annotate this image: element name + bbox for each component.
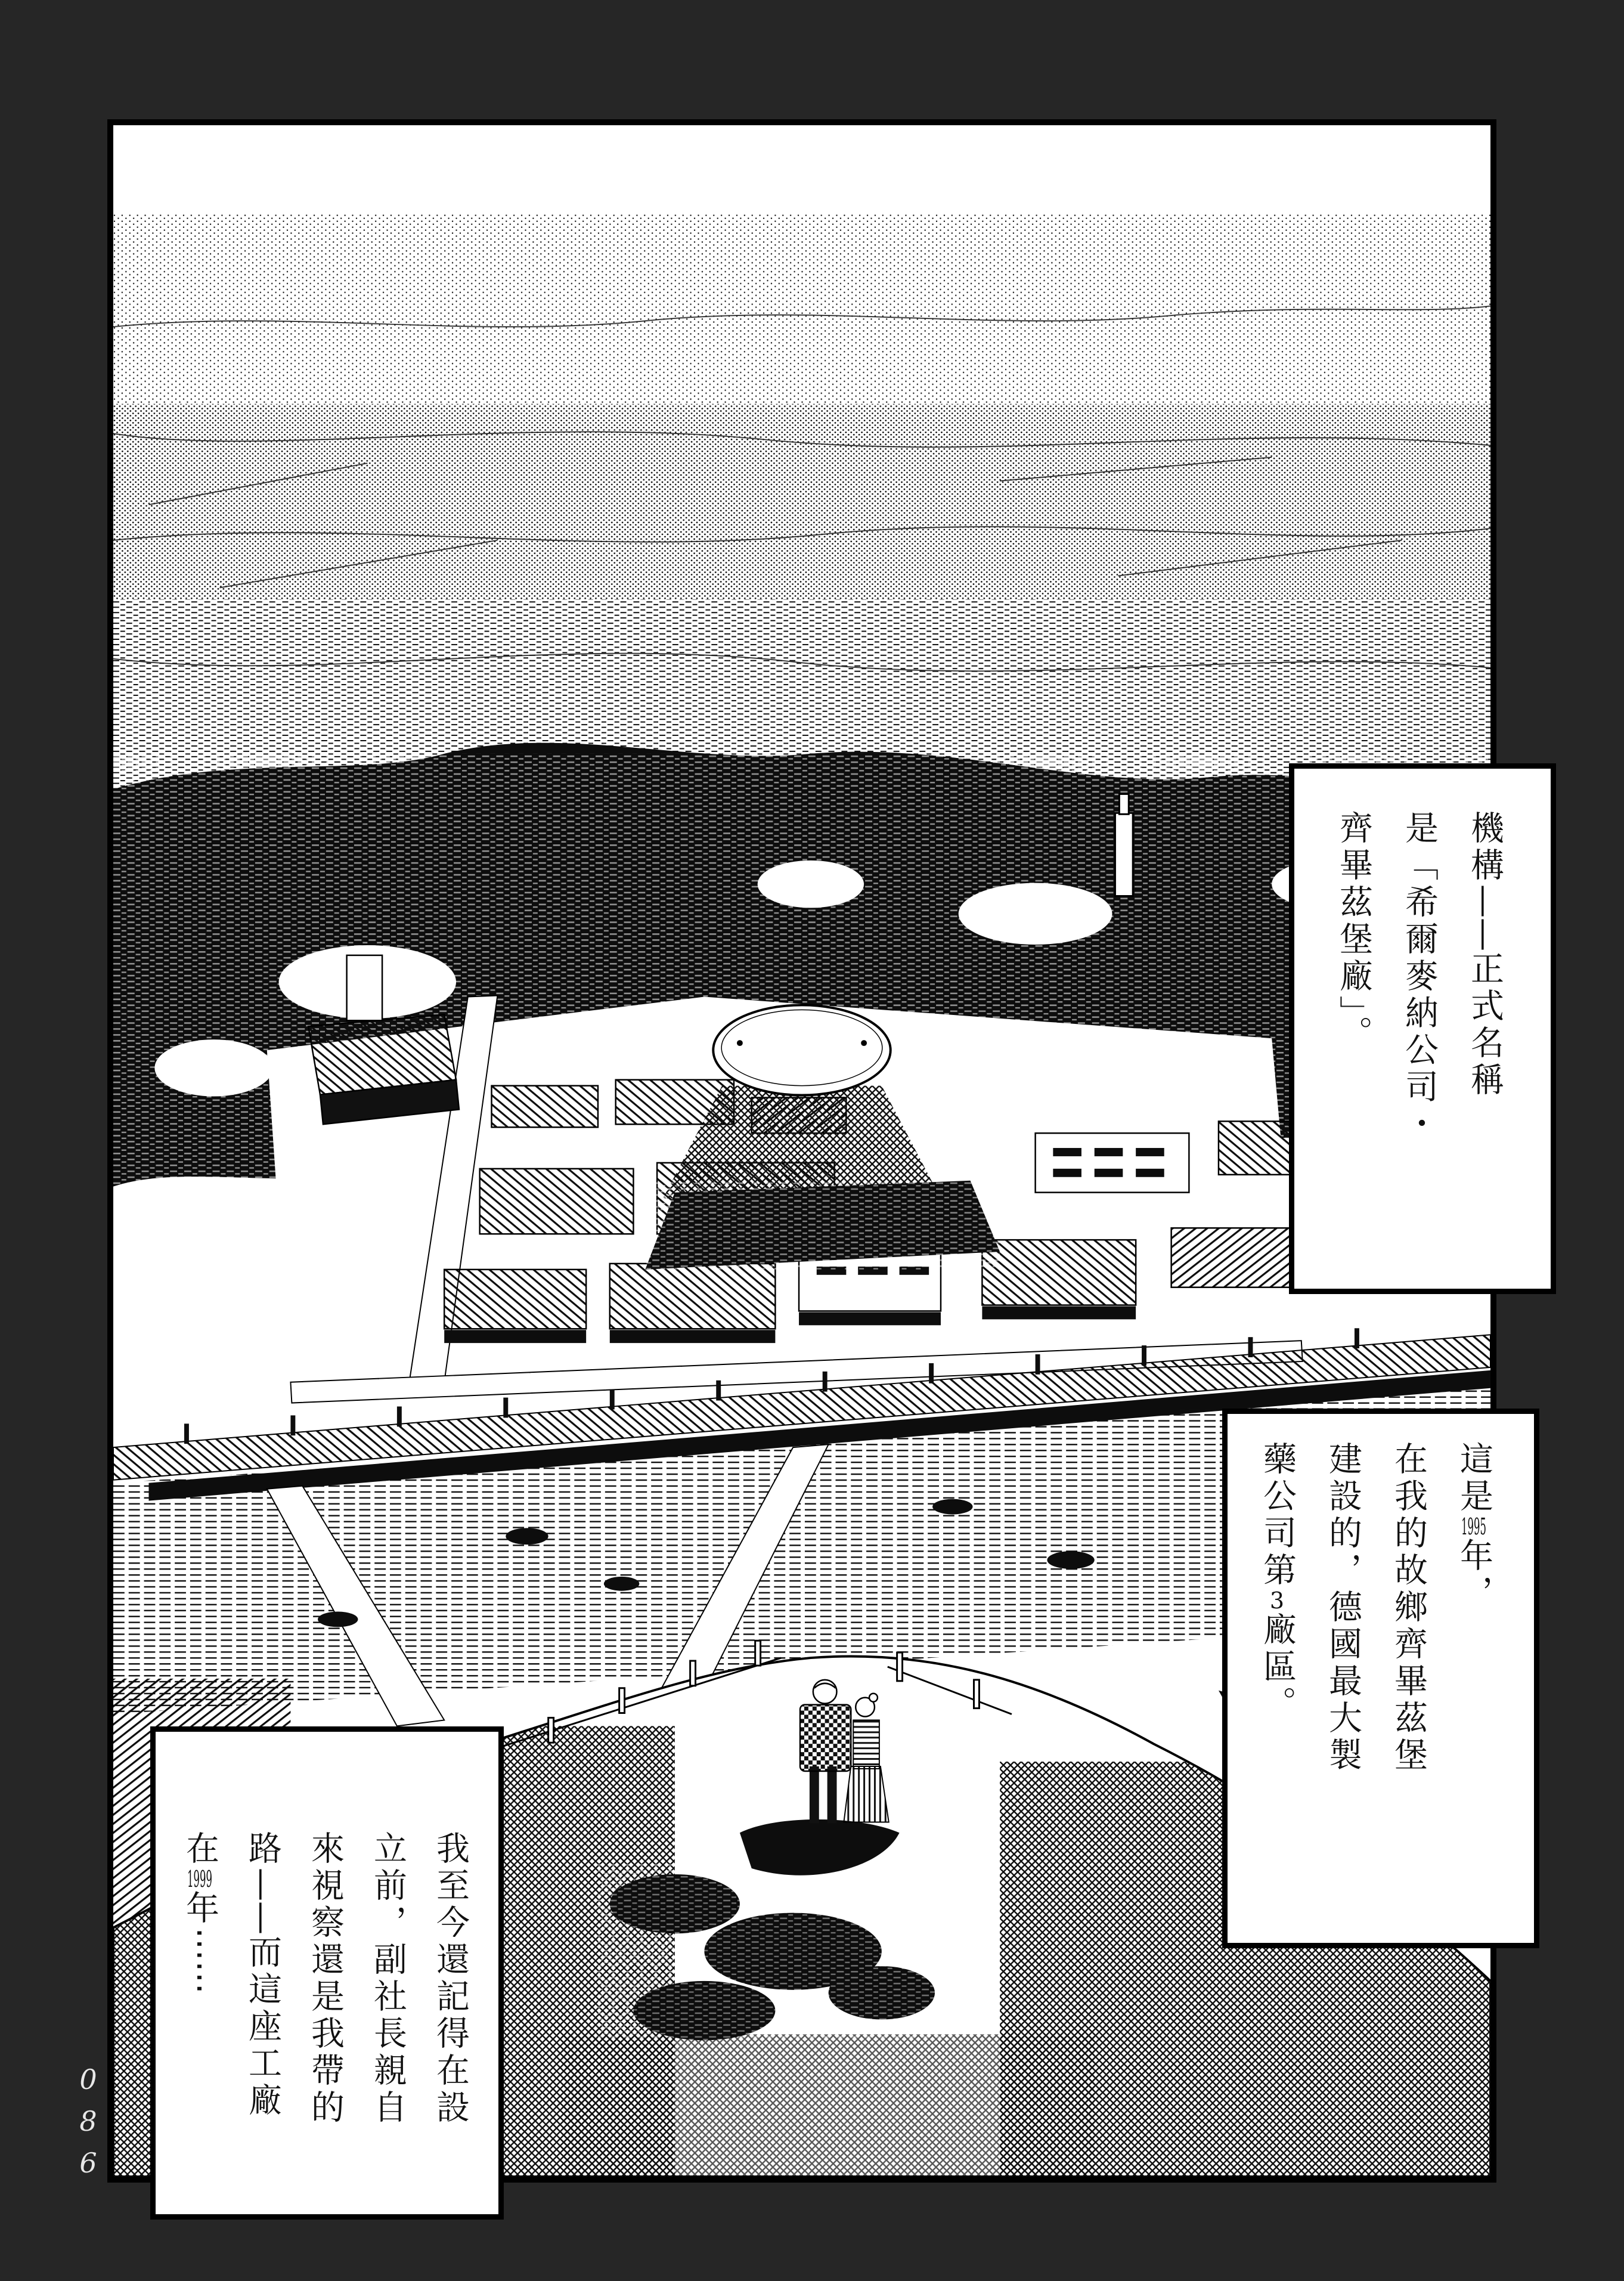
caption-column: [1310, 1441, 1375, 1919]
caption-text-segment: 年，: [1455, 1538, 1493, 1612]
caption-text-segment: 在: [181, 1831, 219, 1868]
caption-text-segment: 這是: [1455, 1441, 1493, 1515]
caption-column: [1321, 810, 1386, 1265]
caption-column: [294, 1831, 357, 2190]
caption-box-3: [150, 1726, 504, 2220]
caption-text-segment: 是「希爾麥納公司・: [1400, 810, 1439, 1143]
caption-text-segment: 我至今還記得在設: [431, 1831, 470, 2127]
caption-text-segment: 而這座工廠: [243, 1935, 282, 2119]
caption-text-segment: ——: [1465, 884, 1504, 951]
caption-text-segment: 正式名稱: [1465, 951, 1504, 1099]
caption-column: [357, 1831, 419, 2190]
caption-text-segment: 1999: [187, 1868, 212, 1890]
page-number-digit: 8: [79, 2105, 97, 2137]
caption-text-segment: 機構: [1465, 810, 1504, 884]
caption-column: [231, 1831, 294, 2190]
caption-text-segment: 建設的，德國最大製: [1324, 1441, 1362, 1774]
caption-column: [1244, 1441, 1310, 1919]
caption-text-segment: 3: [1269, 1589, 1285, 1612]
caption-column: [168, 1831, 231, 2190]
caption-text-segment: 1995: [1461, 1515, 1486, 1538]
caption-column: [1441, 1441, 1507, 1919]
caption-text-segment: 年: [181, 1890, 219, 1927]
page-number-digit: 6: [79, 2147, 97, 2179]
page-number: [70, 2063, 106, 2179]
distant-plains: [113, 214, 1490, 849]
caption-text-segment: ——: [243, 1868, 282, 1935]
caption-column: [419, 1831, 482, 2190]
caption-text-segment: 來視察還是我帶的: [306, 1831, 345, 2127]
caption-text-segment: 齊畢茲堡廠」。: [1334, 810, 1373, 1053]
caption-text-segment: 藥公司第: [1258, 1441, 1297, 1589]
caption-column: [1375, 1441, 1441, 1919]
page-number-digit: 0: [79, 2063, 97, 2096]
caption-box-2: [1222, 1409, 1539, 1948]
caption-column: [1452, 810, 1517, 1265]
caption-text-segment: 立前，副社長親自: [368, 1831, 407, 2127]
caption-column: [1386, 810, 1452, 1265]
caption-text-segment: 路: [243, 1831, 282, 1868]
caption-text-segment: ⋯⋯: [181, 1927, 219, 1994]
caption-box-1: [1289, 763, 1556, 1294]
caption-text-segment: 廠區。: [1258, 1612, 1297, 1723]
caption-text-segment: 在我的故鄉齊畢茲堡: [1389, 1441, 1428, 1774]
